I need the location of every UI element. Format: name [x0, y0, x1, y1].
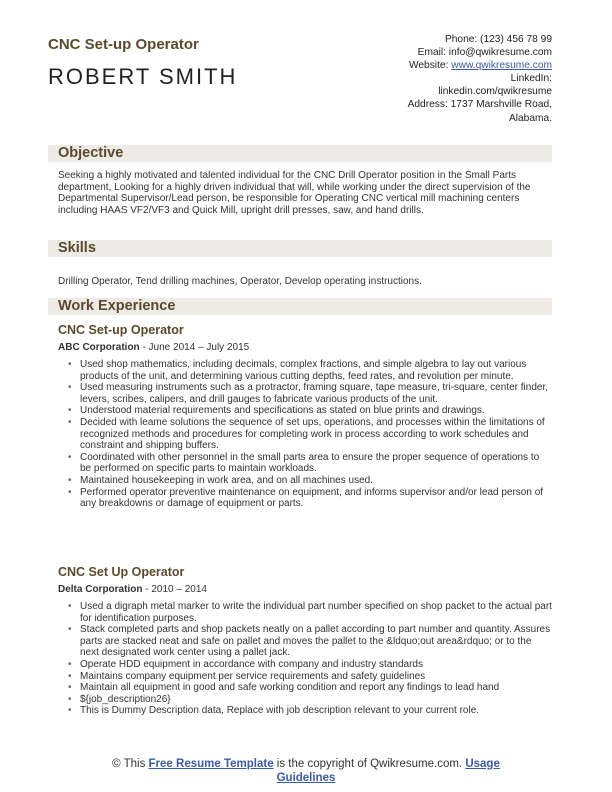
free-resume-template-link[interactable]: Free Resume Template — [148, 758, 274, 770]
duty-item: • Maintain all equipment in good and safe working condition and report any findings to lead hand — [80, 682, 552, 694]
company-name-1: ABC Corporation — [58, 342, 140, 353]
job-dates-1: - June 2014 – July 2015 — [139, 342, 250, 353]
duty-item: • Operate HDD equipment in accordance with company and industry standards — [80, 659, 552, 671]
duty-item: • Used shop mathematics, including decimals, complex fractions, and simple algebra to lay out various products of the unit, and determining various cutting depths, feed rates, and revolution per minute. — [80, 359, 552, 382]
duty-item: • This is Dummy Description data, Replace with job description relevant to your current role. — [80, 705, 552, 717]
job-company-line-1 — [58, 342, 249, 353]
duty-item: • Maintained housekeeping in work area, and on all machines used. — [80, 475, 552, 487]
job-dates-2: - 2010 – 2014 — [142, 584, 207, 595]
contact-email: Email: info@qwikresume.com — [417, 47, 552, 59]
contact-phone: Phone: (123) 456 78 99 — [444, 34, 552, 45]
usage-guidelines-link-part1[interactable]: Usage — [465, 758, 500, 770]
duty-item: • ${job_description26} — [80, 694, 552, 706]
duty-item: • Used a digraph metal marker to write the individual part number specified on shop packet to the actual part for identification purposes. — [80, 601, 552, 624]
footer-prefix: © This — [112, 758, 149, 770]
company-name-2: Delta Corporation — [58, 584, 143, 595]
contact-address-line1: Address: 1737 Marshville Road, — [407, 99, 552, 111]
contact-address-line2: Alabama. — [508, 112, 552, 124]
skills-heading: Skills — [58, 240, 96, 256]
footer-middle: is the copyright of Qwikresume.com. — [273, 758, 466, 770]
duty-item: • Performed operator preventive maintenance on equipment, and informs supervisor and/or lead person of any breakdowns or damage of equipment or parts. — [80, 487, 552, 510]
duty-list-1 — [80, 359, 552, 510]
duty-item: • Coordinated with other personnel in the small parts area to ensure the proper sequence of operations to be performed on specific parts to maintain workloads. — [80, 452, 552, 475]
job-title-2: CNC Set Up Operator — [58, 565, 185, 579]
experience-section-header — [48, 298, 552, 315]
contact-website — [352, 59, 552, 72]
skills-section-header — [48, 240, 552, 257]
website-link[interactable]: www.qwikresume.com — [451, 60, 552, 72]
job-company-line-2 — [58, 584, 207, 595]
copyright-footer — [48, 757, 564, 785]
objective-heading: Objective — [58, 145, 124, 161]
duty-item: • Decided with leame solutions the sequence of set ups, operations, and processes within the limitations of recognized methods and procedures for completing work in process according to work schedules and constraint and shipping buffers. — [80, 417, 552, 452]
objective-section-header — [48, 145, 552, 162]
skills-text: Drilling Operator, Tend drilling machines, Operator, Develop operating instructions. — [58, 276, 422, 287]
job-title-1: CNC Set-up Operator — [58, 323, 184, 337]
contact-linkedin-label: LinkedIn: — [510, 73, 552, 85]
duty-item: • Maintains company equipment per service requirements and safety guidelines — [80, 671, 552, 683]
resume-header — [48, 36, 552, 126]
duty-item: • Understood material requirements and specifications as stated on blue prints and drawings. — [80, 405, 552, 417]
duty-item: • Stack completed parts and shop packets neatly on a pallet according to part number and quantity. Assures parts are stacked neat and safe on pallet and moves the pallet to the &ldquo;out area&rdquo; or to the next designated work center using a pallet jack. — [80, 624, 552, 659]
contact-linkedin-url: linkedin.com/qwikresume — [438, 86, 552, 98]
website-label: Website: — [408, 60, 452, 72]
experience-heading: Work Experience — [58, 298, 176, 314]
objective-text: Seeking a highly motivated and talented individual for the CNC Drill Operator position in the Small Parts department, Looking for a highly driven individual that will, while working under the direct supervision of the Departmental Supervisor/Lead person, be responsible for Operating CNC vertical mill machining centers including HAAS VF2/VF3 and Quick Mill, upright drill presses, saw, and hand drills. — [58, 170, 531, 217]
header-job-title: CNC Set-up Operator — [48, 36, 199, 53]
contact-block — [352, 33, 552, 125]
duty-list-2 — [80, 601, 552, 717]
duty-item: • Used measuring instruments such as a protractor, framing square, tape measure, tri-square, center finder, levers, scribes, calipers, and drill gauges to fabricate various products of the unit. — [80, 382, 552, 405]
candidate-name: ROBERT SMITH — [48, 64, 238, 89]
usage-guidelines-link-part2[interactable]: Guidelines — [276, 772, 336, 784]
